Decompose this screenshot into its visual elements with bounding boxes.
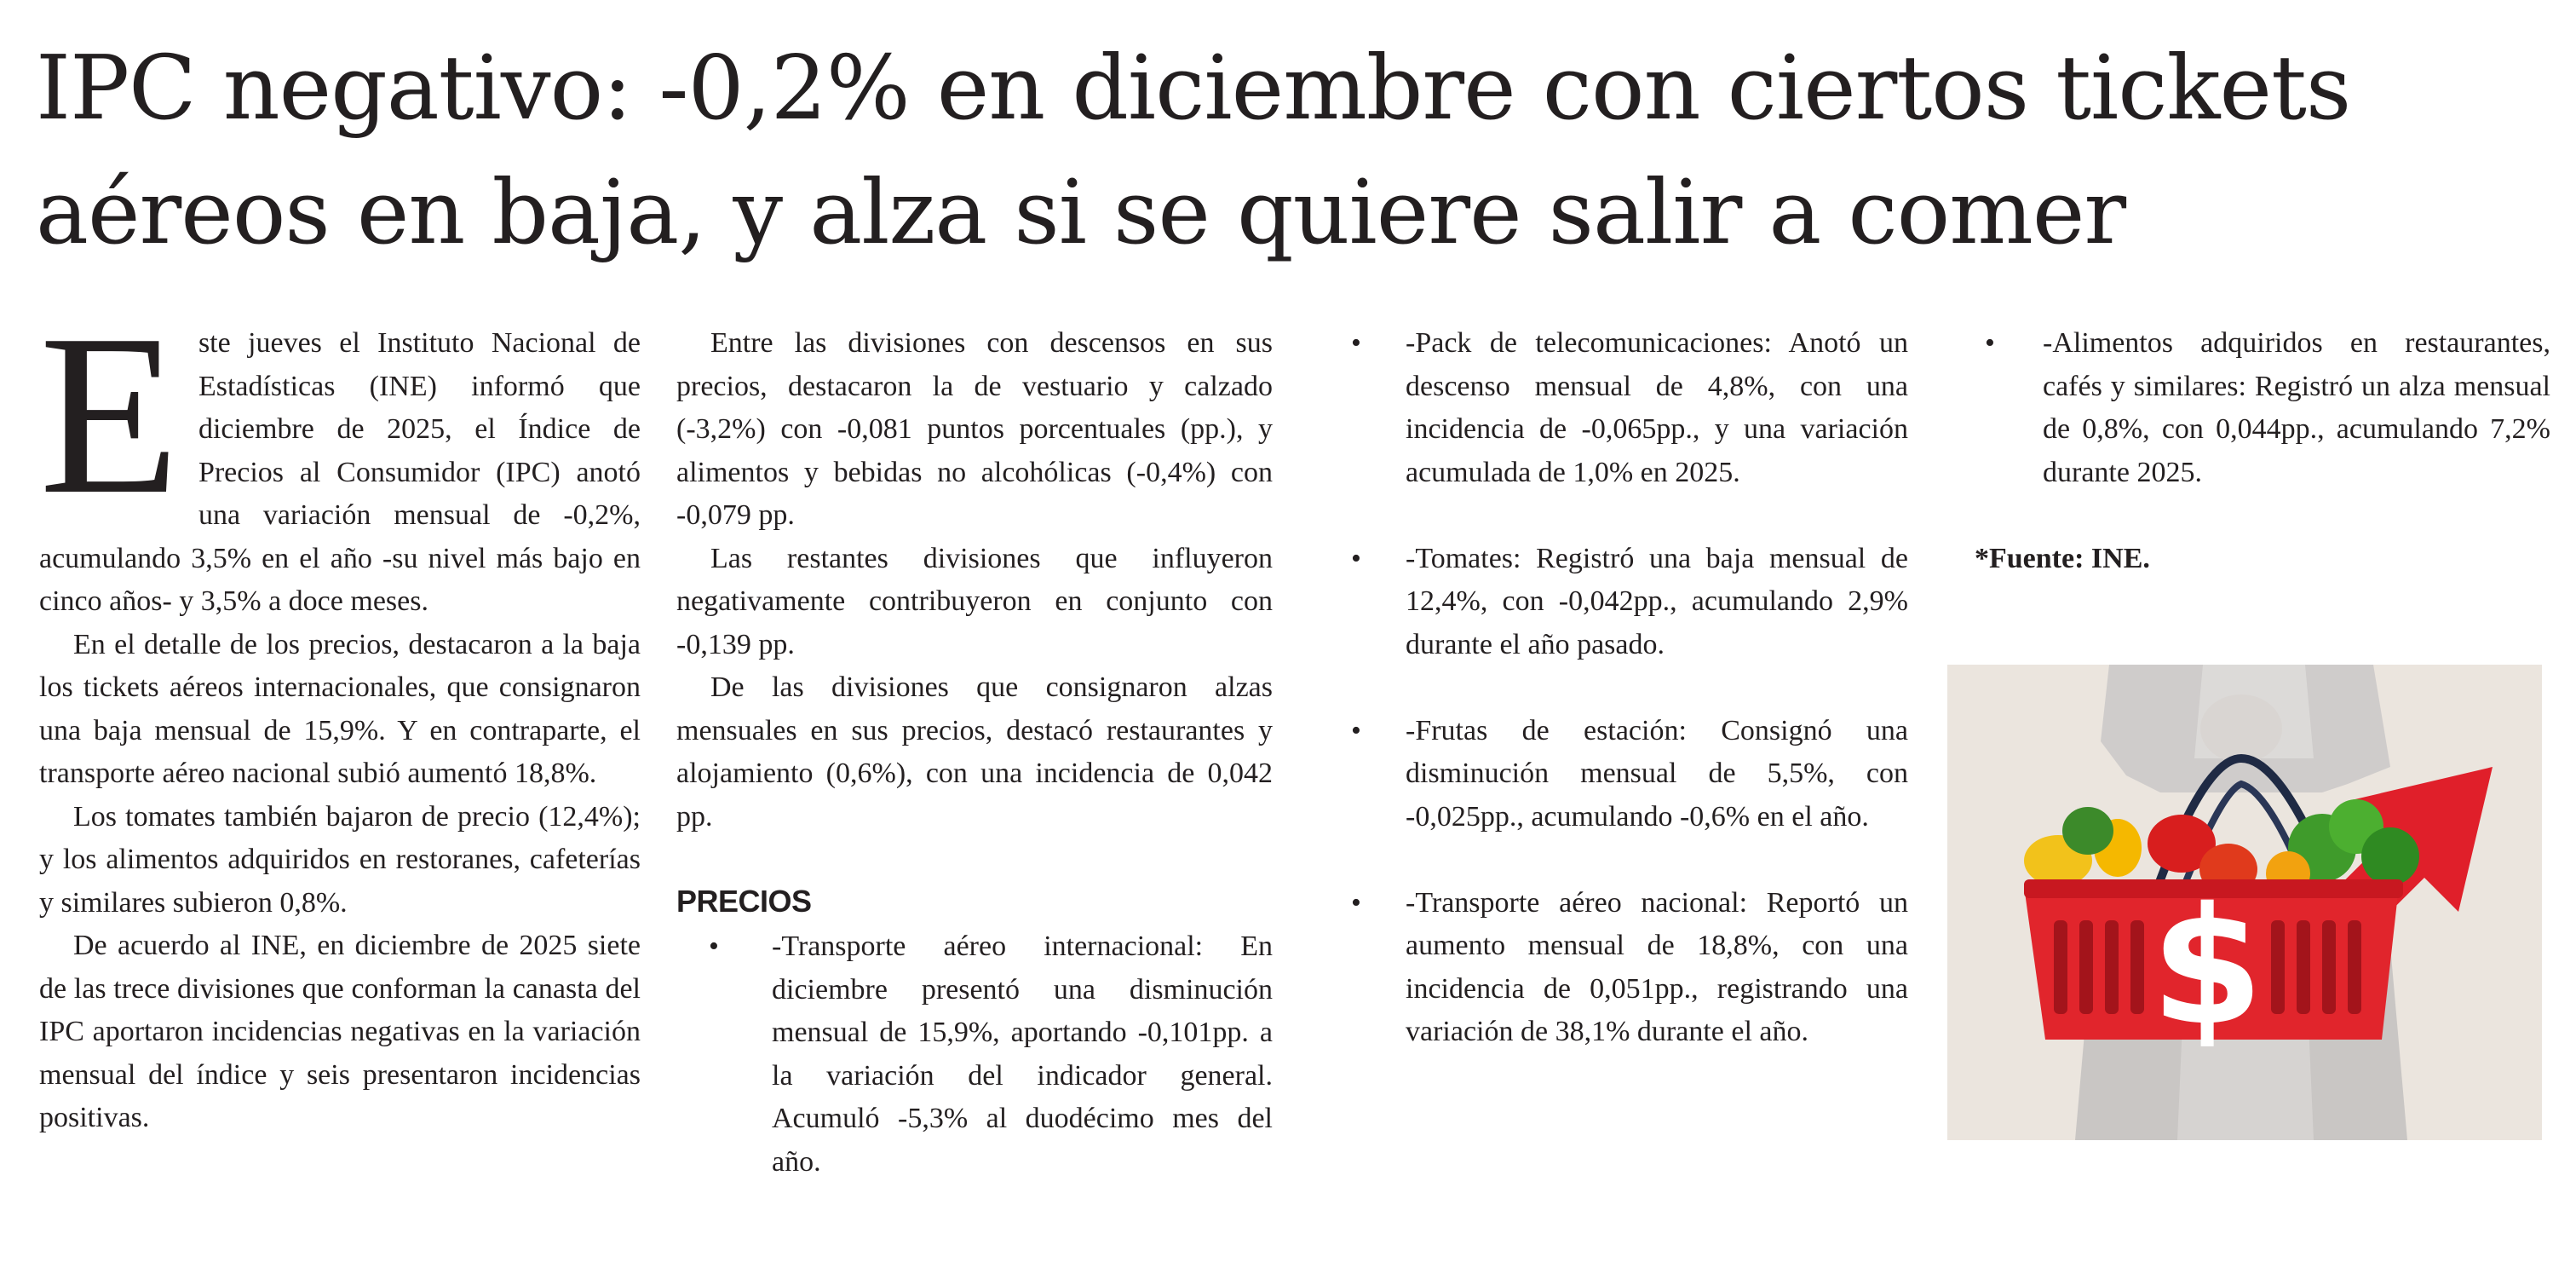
bullet-icon: • <box>1351 886 1361 919</box>
paragraph: Entre las divisiones con descensos en sus precios, destacaron la de vestuario y calzado (-3,2%) con -0,081 puntos porcentuales (pp.), y alimentos y bebidas no alcohólicas (-0,4%) con -0,079 pp. <box>676 327 1273 531</box>
basket-photo <box>1947 665 2542 1140</box>
paragraph: En el detalle de los precios, destacaron a la baja los tickets aéreos internacionales, que consignaron una baja mensual de 15,9%. Y en contraparte, el transporte aéreo nacional subió aumentó 18,8%. <box>39 628 641 789</box>
paragraph: Las restantes divisiones que influyeron negativamente contribuyeron en conjunto con -0,139 pp. <box>676 542 1273 660</box>
paragraph: De acuerdo al INE, en diciembre de 2025 siete de las trece divisiones que conforman la canasta del IPC aportaron incidencias negativas en la variación mensual del índice y seis presentaron incidencias positivas. <box>39 930 641 1133</box>
list-item <box>1337 882 1908 1054</box>
dollar-icon: $ <box>2150 873 2264 1061</box>
bullet-icon: • <box>709 931 719 962</box>
bullet-icon: • <box>1351 714 1361 746</box>
list-item-text: -Transporte aéreo internacional: En diciembre presentó una disminución mensual de 15,9%, aportando -0,101pp. a la variación del indicador general. Acumuló -5,3% al duodécimo mes del año. <box>772 931 1273 1178</box>
list-item-text: -Transporte aéreo nacional: Reportó un aumento mensual de 18,8%, con una incidencia de 0,051pp., registrando una variación de 38,1% durante el año. <box>1406 886 1908 1047</box>
bullet-icon: • <box>1351 542 1361 574</box>
article-column-4 <box>1975 322 2550 580</box>
section-heading: PRECIOS <box>676 884 812 919</box>
list-item-text: -Alimentos adquiridos en restaurantes, cafés y similares: Registró un alza mensual de 0,8%, con 0,044pp., acumulando 7,2% durante 2025. <box>2043 327 2550 488</box>
list-item-text: -Frutas de estación: Consignó una disminución mensual de 5,5%, con -0,025pp., acumulando -0,6% en el año. <box>1406 714 1908 833</box>
list-item <box>676 925 1273 1184</box>
price-list <box>1337 322 1908 1054</box>
list-item-text: -Pack de telecomunicaciones: Anotó un descenso mensual de 4,8%, con una incidencia de -0,065pp., y una variación acumulada de 1,0% en 2025. <box>1406 327 1908 488</box>
list-item-text: -Tomates: Registró una baja mensual de 12,4%, con -0,042pp., acumulando 2,9% durante el año pasado. <box>1406 542 1908 660</box>
paragraph: De las divisiones que consignaron alzas mensuales en sus precios, destacó restaurantes y alojamiento (0,6%), con una incidencia de 0,042 pp. <box>676 671 1273 833</box>
price-list <box>1975 322 2550 494</box>
article-column-3 <box>1337 322 1908 1097</box>
paragraph-intro: ste jueves el Instituto Nacional de Estadísticas (INE) informó que diciembre de 2025, el Índice de Precios al Consumidor (IPC) anotó una variación mensual de -0,2%, acumulando 3,5% en el año -su nivel más bajo en cinco años- y 3,5% a doce meses. <box>39 327 641 617</box>
headline: IPC negativo: -0,2% en diciembre con ciertos tickets aéreos en baja, y alza si se quiere salir a comer <box>36 36 2351 264</box>
bullet-icon: • <box>1351 327 1361 359</box>
list-item <box>1337 710 1908 839</box>
price-list <box>676 925 1273 1184</box>
bullet-icon: • <box>1985 327 1995 359</box>
article-column-1 <box>39 287 641 1140</box>
source-note: *Fuente: INE. <box>1975 542 2150 574</box>
paragraph: Los tomates también bajaron de precio (12,4%); y los alimentos adquiridos en restoranes, cafeterías y similares subieron 0,8%. <box>39 800 641 919</box>
shopping-basket-illustration <box>1947 665 2542 1140</box>
list-item <box>1975 322 2550 494</box>
drop-cap: E <box>39 287 180 542</box>
list-item <box>1337 322 1908 494</box>
list-item <box>1337 538 1908 667</box>
article-column-2 <box>676 322 1273 1227</box>
